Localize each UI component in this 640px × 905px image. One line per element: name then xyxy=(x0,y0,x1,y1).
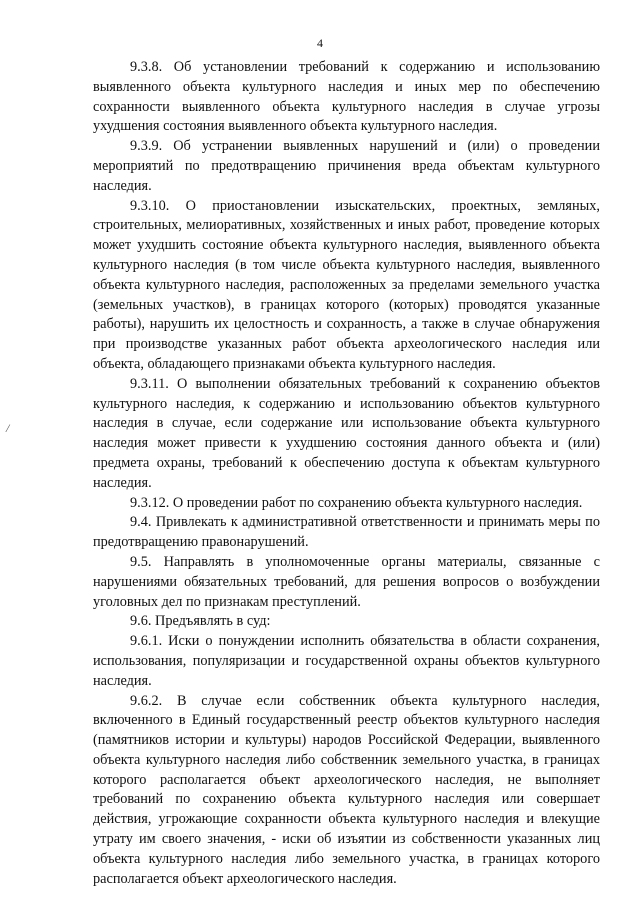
paragraph-9-3-10: 9.3.10. О приостановлении изыскательских, проектных, земляных, строительных, мелиоративных, хозяйственных и иных работ, проведение которых может ухудшить состояние объекта культурного наследия, выявленного объекта культурного наследия (в том числе объекта культурного наследия, выявленного объекта культурного наследия, расположенных за пределами земельного участка (земельных участков), в границах которого (которых) проводятся указанные работы), нарушить их целостность и сохранность, а также в случае обнаружения при производстве указанных работ объекта археологического наследия или объекта, обладающего признаками объекта культурного наследия. xyxy=(93,197,600,372)
paragraph-9-3-8: 9.3.8. Об установлении требований к содержанию и использованию выявленного объекта культурного наследия и иных мер по обеспечению сохранности выявленного объекта культурного наследия в случае угрозы ухудшения состояния выявленного объекта культурного наследия. xyxy=(93,59,600,135)
paragraph-9-5: 9.5. Направлять в уполномоченные органы материалы, связанные с нарушениями обязательных требований, для решения вопросов о возбуждении уголовных дел по признакам преступлений. xyxy=(93,553,600,610)
paragraph-9-6-2: 9.6.2. В случае если собственник объекта культурного наследия, включенного в Единый государственный реестр объектов культурного наследия (памятников истории и культуры) народов Российской Федерации, выявленного объекта культурного наследия либо собственник земельного участка, в границах которого располагается объект археологического наследия, не выполняет требований по сохранению объекта культурного наследия или совершает действия, угрожающие сохранности объекта культурного наследия и влекущие утрату им своего значения, - иски об изъятии из собственности указанных лиц объекта культурного наследия либо земельного участка, в границах которого располагается объект археологического наследия. xyxy=(93,692,600,887)
paragraph-9-6-1: 9.6.1. Иски о понуждении исполнить обязательства в области сохранения, использования, популяризации и государственной охраны объектов культурного наследия. xyxy=(93,633,600,689)
paragraph-9-3-11: 9.3.11. О выполнении обязательных требований к сохранению объектов культурного наследия, к содержанию и использованию объектов культурного наследия в случае, если содержание или использование объекта культурного наследия может привести к ухудшению состояния данного объекта и (или) предмета охраны, требований к обеспечению доступа к объектам культурного наследия. xyxy=(93,375,600,491)
margin-mark: /​ xyxy=(6,421,10,435)
paragraph-9-3-9: 9.3.9. Об устранении выявленных нарушений и (или) о проведении мероприятий по предотвращению причинения вреда объектам культурного наследия. xyxy=(93,138,600,194)
paragraph-9-4: 9.4. Привлекать к административной ответственности и принимать меры по предотвращению правонарушений. xyxy=(93,514,600,551)
paragraph-9-3-12: 9.3.12. О проведении работ по сохранению объекта культурного наследия. xyxy=(130,494,583,511)
document-body xyxy=(93,58,600,889)
paragraph-9-6: 9.6. Предъявлять в суд: xyxy=(130,613,271,630)
page-number: 4 xyxy=(317,36,323,50)
